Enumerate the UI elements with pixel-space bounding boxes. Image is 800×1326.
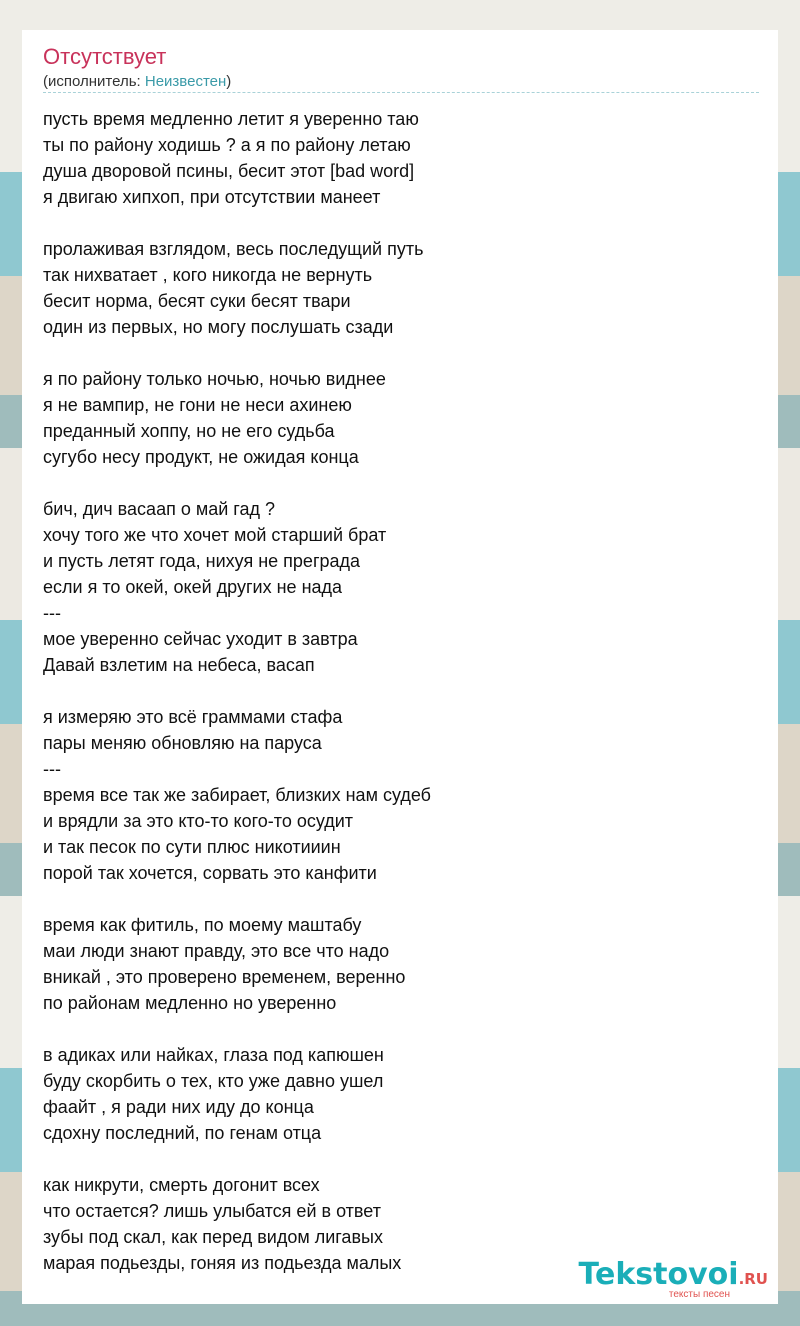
artist-suffix: ) — [226, 73, 232, 90]
lyrics-text — [43, 106, 431, 1276]
lyrics-line: бесит норма, бесят суки бесят твари — [43, 291, 351, 311]
lyrics-line: и пусть летят года, нихуя не преграда — [43, 551, 361, 571]
lyrics-line: вникай , это проверено временем, веренно — [43, 967, 406, 987]
logo-subtitle: тексты песен — [668, 1289, 730, 1300]
lyrics-line: зубы под скал, как перед видом лигавых — [43, 1227, 383, 1247]
lyrics-line: время как фитиль, по моему маштабу — [43, 915, 362, 935]
artist-prefix: (исполнитель: — [43, 73, 145, 90]
artist-link[interactable]: Неизвестен — [144, 73, 227, 90]
lyrics-line: пары меняю обновляю на паруса — [43, 733, 322, 753]
lyrics-line: --- — [43, 603, 61, 623]
logo-wordmark: Tekstovoi — [578, 1257, 739, 1292]
song-title: Отсутствует — [43, 44, 167, 69]
lyrics-line: фаайт , я ради них иду до конца — [43, 1097, 314, 1117]
site-logo[interactable] — [578, 1257, 768, 1300]
lyrics-line: сугубо несу продукт, не ожидая конца — [43, 447, 359, 467]
title-divider — [43, 92, 759, 93]
lyrics-line: преданный хоппу, но не его судьба — [43, 421, 335, 441]
lyrics-line: в адиках или найках, глаза под капюшен — [43, 1045, 384, 1065]
lyrics-line: буду скорбить о тех, кто уже давно ушел — [43, 1071, 384, 1091]
lyrics-line: так нихватает , кого никогда не вернуть — [43, 265, 373, 285]
lyrics-line: по районам медленно но уверенно — [43, 993, 337, 1013]
lyrics-line: порой так хочется, сорвать это канфити — [43, 863, 377, 883]
logo-domain: .RU — [738, 1270, 768, 1288]
lyrics-line: сдохну последний, по генам отца — [43, 1123, 322, 1143]
lyrics-line: бич, дич васаап о май гад ? — [43, 499, 275, 519]
lyrics-line: и так песок по сути плюс никотииин — [43, 837, 341, 857]
artist-line — [43, 72, 231, 92]
lyrics-line: я не вампир, не гони не неси ахинею — [43, 395, 352, 415]
lyrics-line: маи люди знают правду, это все что надо — [43, 941, 390, 961]
lyrics-line: пролаживая взглядом, весь последущий путь — [43, 239, 424, 259]
lyrics-line: время все так же забирает, близких нам судеб — [43, 785, 431, 805]
lyrics-line: --- — [43, 759, 61, 779]
lyrics-line: пусть время медленно летит я уверенно таю — [43, 109, 419, 129]
lyrics-line: хочу того же что хочет мой старший брат — [43, 525, 387, 545]
lyrics-line: мое уверенно сейчас уходит в завтра — [43, 629, 358, 649]
lyrics-line: один из первых, но могу послушать сзади — [43, 317, 394, 337]
lyrics-line: если я то окей, окей других не нада — [43, 577, 343, 597]
lyrics-line: я двигаю хипхоп, при отсутствии манеет — [43, 187, 381, 207]
lyrics-line: что остается? лишь улыбатся ей в ответ — [43, 1201, 381, 1221]
lyrics-line: я измеряю это всё граммами стафа — [43, 707, 343, 727]
lyrics-line: душа дворовой псины, бесит этот [bad word] — [43, 161, 415, 181]
lyrics-line: Давай взлетим на небеса, васап — [43, 655, 315, 675]
lyrics-line: ты по району ходишь ? а я по району летаю — [43, 135, 411, 155]
lyrics-line: марая подьезды, гоняя из подьезда малых — [43, 1253, 402, 1273]
lyrics-line: и врядли за это кто-то кого-то осудит — [43, 811, 354, 831]
lyrics-line: как никрути, смерть догонит всех — [43, 1175, 320, 1195]
lyrics-line: я по району только ночью, ночью виднее — [43, 369, 386, 389]
lyrics-card — [22, 30, 778, 1304]
